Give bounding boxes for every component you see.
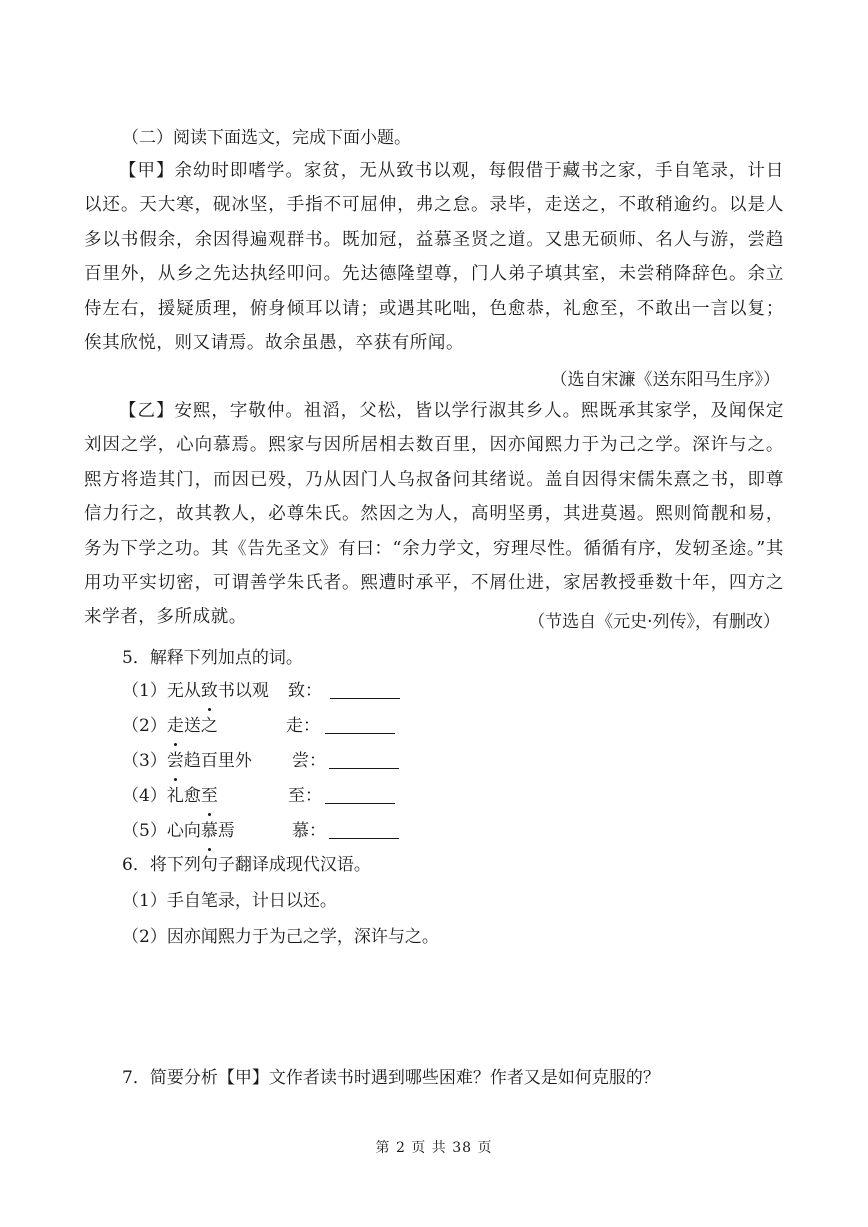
vocab-target: 走： [286, 716, 320, 736]
section-heading: （二）阅读下面选文，完成下面小题。 [122, 128, 411, 148]
answer-blank[interactable] [330, 698, 400, 699]
source-yi: （节选自《元史·列传》，有删改） [528, 612, 780, 632]
page-footer: 第 2 页 共 38 页 [375, 1140, 493, 1156]
passage-jia-text: 【甲】余幼时即嗜学。家贫，无从致书以观，每假借于藏书之家，手自笔录，计日以还。天大寒，砚冰坚，手指不可屈伸，弗之怠。录毕，走送之，不敢稍逾约。以是人多以书假余，余因得遍观群书。既加冠，益慕圣贤之道。又患无硕师、名人与游，尝趋百里外，从乡之先达执经叩问。先达德隆望尊，门人弟子填其室，未尝稍降辞色。余立侍左右，援疑质理，俯身倾耳以请；或遇其叱咄，色愈恭，礼愈至，不敢出一言以复；俟其欣悦，则又请焉。故余虽愚，卒获有所闻。 [84, 161, 784, 354]
emphasis-dot: 至 [201, 781, 218, 811]
question-7-prompt: 7．简要分析【甲】文作者读书时遇到哪些困难？作者又是如何克服的？ [122, 1068, 660, 1088]
answer-blank[interactable] [325, 733, 395, 734]
passage-yi [84, 394, 784, 635]
passage-jia [84, 154, 784, 360]
emphasis-dot: 走 [167, 711, 184, 741]
vocab-target: 尝： [292, 751, 326, 771]
emphasis-dot: 慕 [201, 816, 218, 846]
vocab-phrase: （1）无从致书以观 [122, 676, 269, 706]
question-6-prompt: 6．将下列句子翻译成现代汉语。 [122, 855, 371, 875]
emphasis-dot: 尝 [167, 746, 184, 776]
translation-item: （1）手自笔录，计日以还。 [122, 891, 337, 911]
vocab-phrase: （4）礼愈至 [122, 781, 218, 811]
vocab-phrase: （2）走送之 [122, 711, 218, 741]
vocab-target: 至： [288, 786, 322, 806]
vocab-target: 慕： [292, 821, 326, 841]
emphasis-dot: 致 [201, 676, 218, 706]
vocab-phrase: （3）尝趋百里外 [122, 746, 252, 776]
question-5-prompt: 5．解释下列加点的词。 [122, 648, 303, 668]
vocab-target: 致： [288, 681, 322, 701]
answer-blank[interactable] [325, 803, 395, 804]
translation-item: （2）因亦闻熙力于为己之学，深许与之。 [122, 927, 439, 947]
passage-yi-text: 【乙】安熙，字敬仲。祖滔，父松，皆以学行淑其乡人。熙既承其家学，及闻保定刘因之学，心向慕焉。熙家与因所居相去数百里，因亦闻熙力于为己之学。深许与之。熙方将造其门，而因已殁，乃从因门人乌叔备问其绪说。盖自因得宋儒朱熹之书，即尊信力行之，故其教人，必尊朱氏。然因之为人，高明坚勇，其进莫遏。熙则简靓和易，务为下学之功。其《告先圣文》有曰：“余力学文，穷理尽性。循循有序，发轫圣途。”其用功平实切密，可谓善学朱氏者。熙遭时承平，不屑仕进，家居教授垂数十年，四方之来学者，多所成就。 [84, 401, 784, 628]
vocab-phrase: （5）心向慕焉 [122, 816, 235, 846]
answer-blank[interactable] [329, 838, 399, 839]
answer-blank[interactable] [329, 768, 399, 769]
source-jia: （选自宋濂《送东阳马生序》） [550, 370, 780, 390]
